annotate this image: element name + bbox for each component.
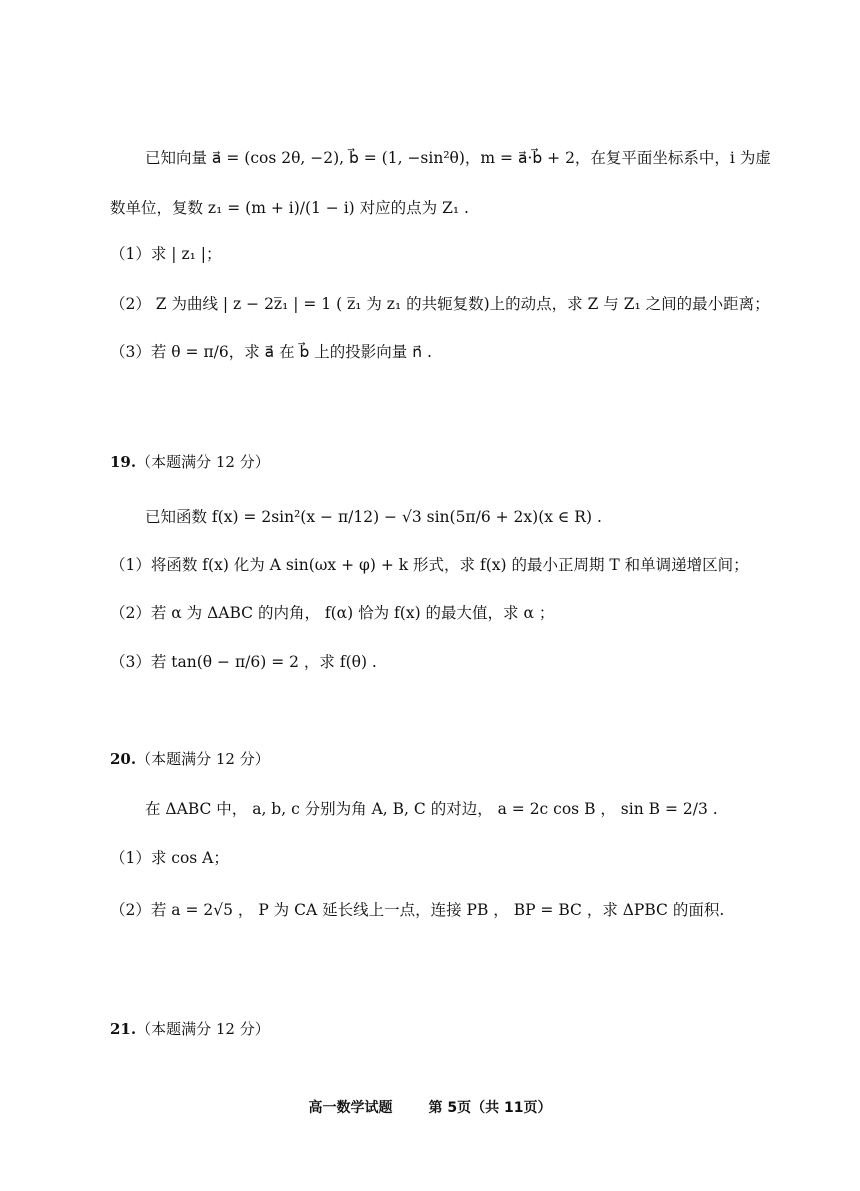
- q19-heading: [110, 452, 270, 472]
- q20-number: 20.: [110, 750, 137, 768]
- footer-subject: 高一数学试题: [308, 1100, 393, 1116]
- q18-intro-line2: 数单位，复数 z₁ = (m + i)/(1 − i) 对应的点为 Z₁ .: [110, 199, 469, 217]
- q18-part1: （1）求 | z₁ |；: [110, 245, 222, 263]
- q19-number: 19.: [110, 453, 137, 471]
- q18-part2: （2） Z 为曲线 | z − 2z̅₁ | = 1 ( z̅₁ 为 z₁ 的共轭复数)上的动点，求 Z 与 Z₁ 之间的最小距离；: [110, 295, 770, 313]
- page-footer: [0, 1097, 860, 1117]
- q21-score: （本题满分 12 分）: [136, 1020, 270, 1038]
- q20-heading: [110, 749, 270, 769]
- footer-page-number: 第 5页（共 11页）: [428, 1100, 552, 1116]
- q18-intro-line1: 已知向量 a⃗ = (cos 2θ, −2), b⃗ = (1, −sin²θ)，m = a⃗·b⃗ + 2，在复平面坐标系中，i 为虚: [145, 149, 771, 167]
- q18-part3: （3）若 θ = π/6，求 a⃗ 在 b⃗ 上的投影向量 n⃗ .: [110, 343, 432, 361]
- q20-part2: （2）若 a = 2√5 ， P 为 CA 延长线上一点，连接 PB ， BP = BC ，求 ΔPBC 的面积.: [110, 901, 725, 919]
- q19-intro: 已知函数 f(x) = 2sin²(x − π/12) − √3 sin(5π/6 + 2x)(x ∈ R) .: [145, 508, 602, 526]
- q19-part3: （3）若 tan(θ − π/6) = 2 ，求 f(θ) .: [110, 653, 377, 671]
- q21-heading: [110, 1019, 270, 1039]
- q19-score: （本题满分 12 分）: [136, 453, 270, 471]
- q20-score: （本题满分 12 分）: [136, 750, 270, 768]
- q19-part2: （2）若 α 为 ΔABC 的内角， f(α) 恰为 f(x) 的最大值，求 α ；: [110, 604, 555, 622]
- q20-intro: 在 ΔABC 中， a, b, c 分别为角 A, B, C 的对边， a = 2c cos B ， sin B = 2/3 .: [145, 800, 718, 818]
- q20-part1: （1）求 cos A；: [110, 849, 229, 867]
- q19-part1: （1）将函数 f(x) 化为 A sin(ωx + φ) + k 形式，求 f(x) 的最小正周期 T 和单调递增区间；: [110, 556, 749, 574]
- q21-number: 21.: [110, 1020, 137, 1038]
